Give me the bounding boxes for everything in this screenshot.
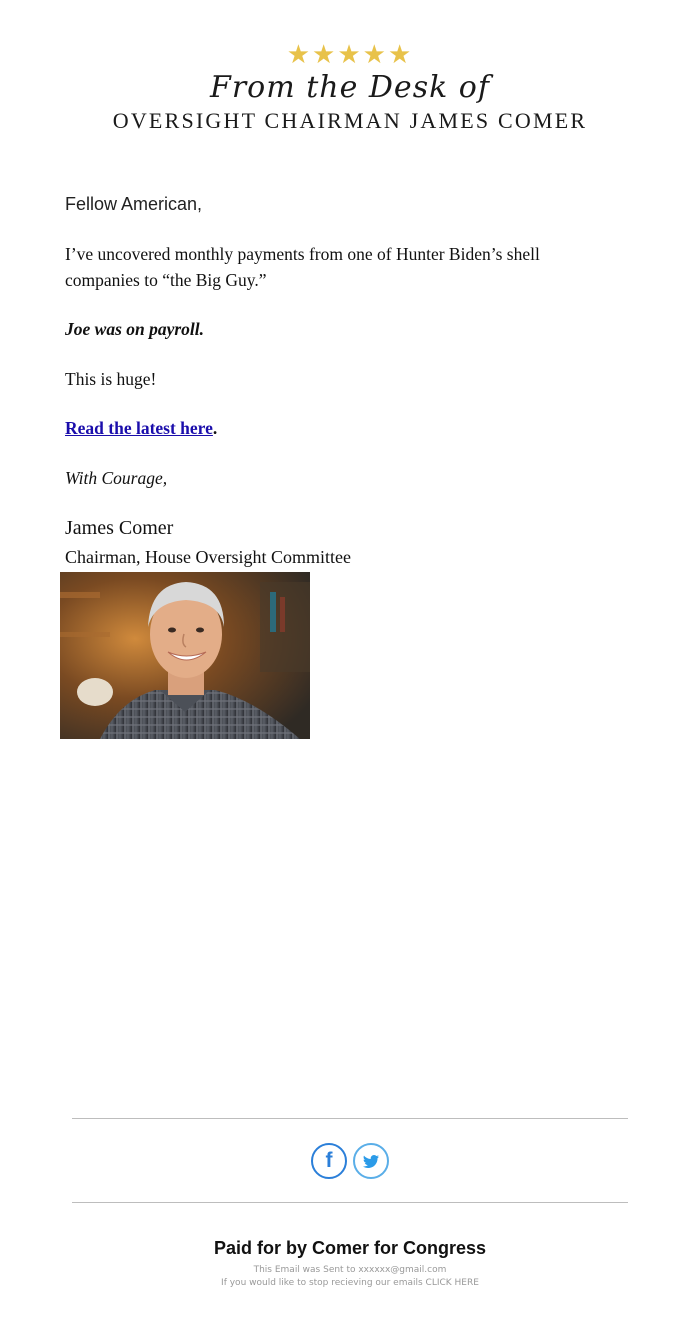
portrait-photo [60, 572, 310, 739]
signature-name: James Comer [65, 517, 174, 539]
sign-off-text: With Courage, [65, 468, 168, 488]
signature-title: Chairman, House Oversight Committee [65, 547, 351, 567]
paragraph-payroll: Joe was on payroll. [65, 319, 205, 339]
paragraph-huge: This is huge! [65, 369, 157, 389]
footer-divider-bottom [72, 1202, 628, 1203]
read-latest-link[interactable]: Read the latest here [65, 418, 213, 438]
link-period: . [212, 418, 218, 438]
twitter-bird-icon [355, 1145, 387, 1177]
portrait-illustration [60, 572, 310, 739]
stars-decoration: ★★★★★ [286, 40, 414, 70]
paid-for-disclaimer: Paid for by Comer for Congress [213, 1238, 487, 1258]
from-the-desk-title: From the Desk of [210, 70, 490, 105]
greeting-text: Fellow American, [65, 194, 203, 214]
footer-divider-top [72, 1118, 628, 1119]
social-links [310, 1143, 390, 1179]
unsubscribe-link[interactable]: If you would like to stop recieving our emails CLICK HERE [221, 1278, 479, 1288]
paragraph-payments: I’ve uncovered monthly payments from one of Hunter Biden’s shell companies to “the Big Guy.” [65, 244, 540, 290]
sent-to-notice: This Email was Sent to xxxxxx@gmail.com [253, 1265, 447, 1275]
read-latest-paragraph [65, 415, 605, 441]
facebook-icon[interactable]: f [311, 1143, 347, 1179]
email-header [0, 40, 683, 134]
chairman-title: OVERSIGHT CHAIRMAN JAMES COMER [112, 108, 588, 133]
twitter-icon[interactable] [353, 1143, 389, 1179]
